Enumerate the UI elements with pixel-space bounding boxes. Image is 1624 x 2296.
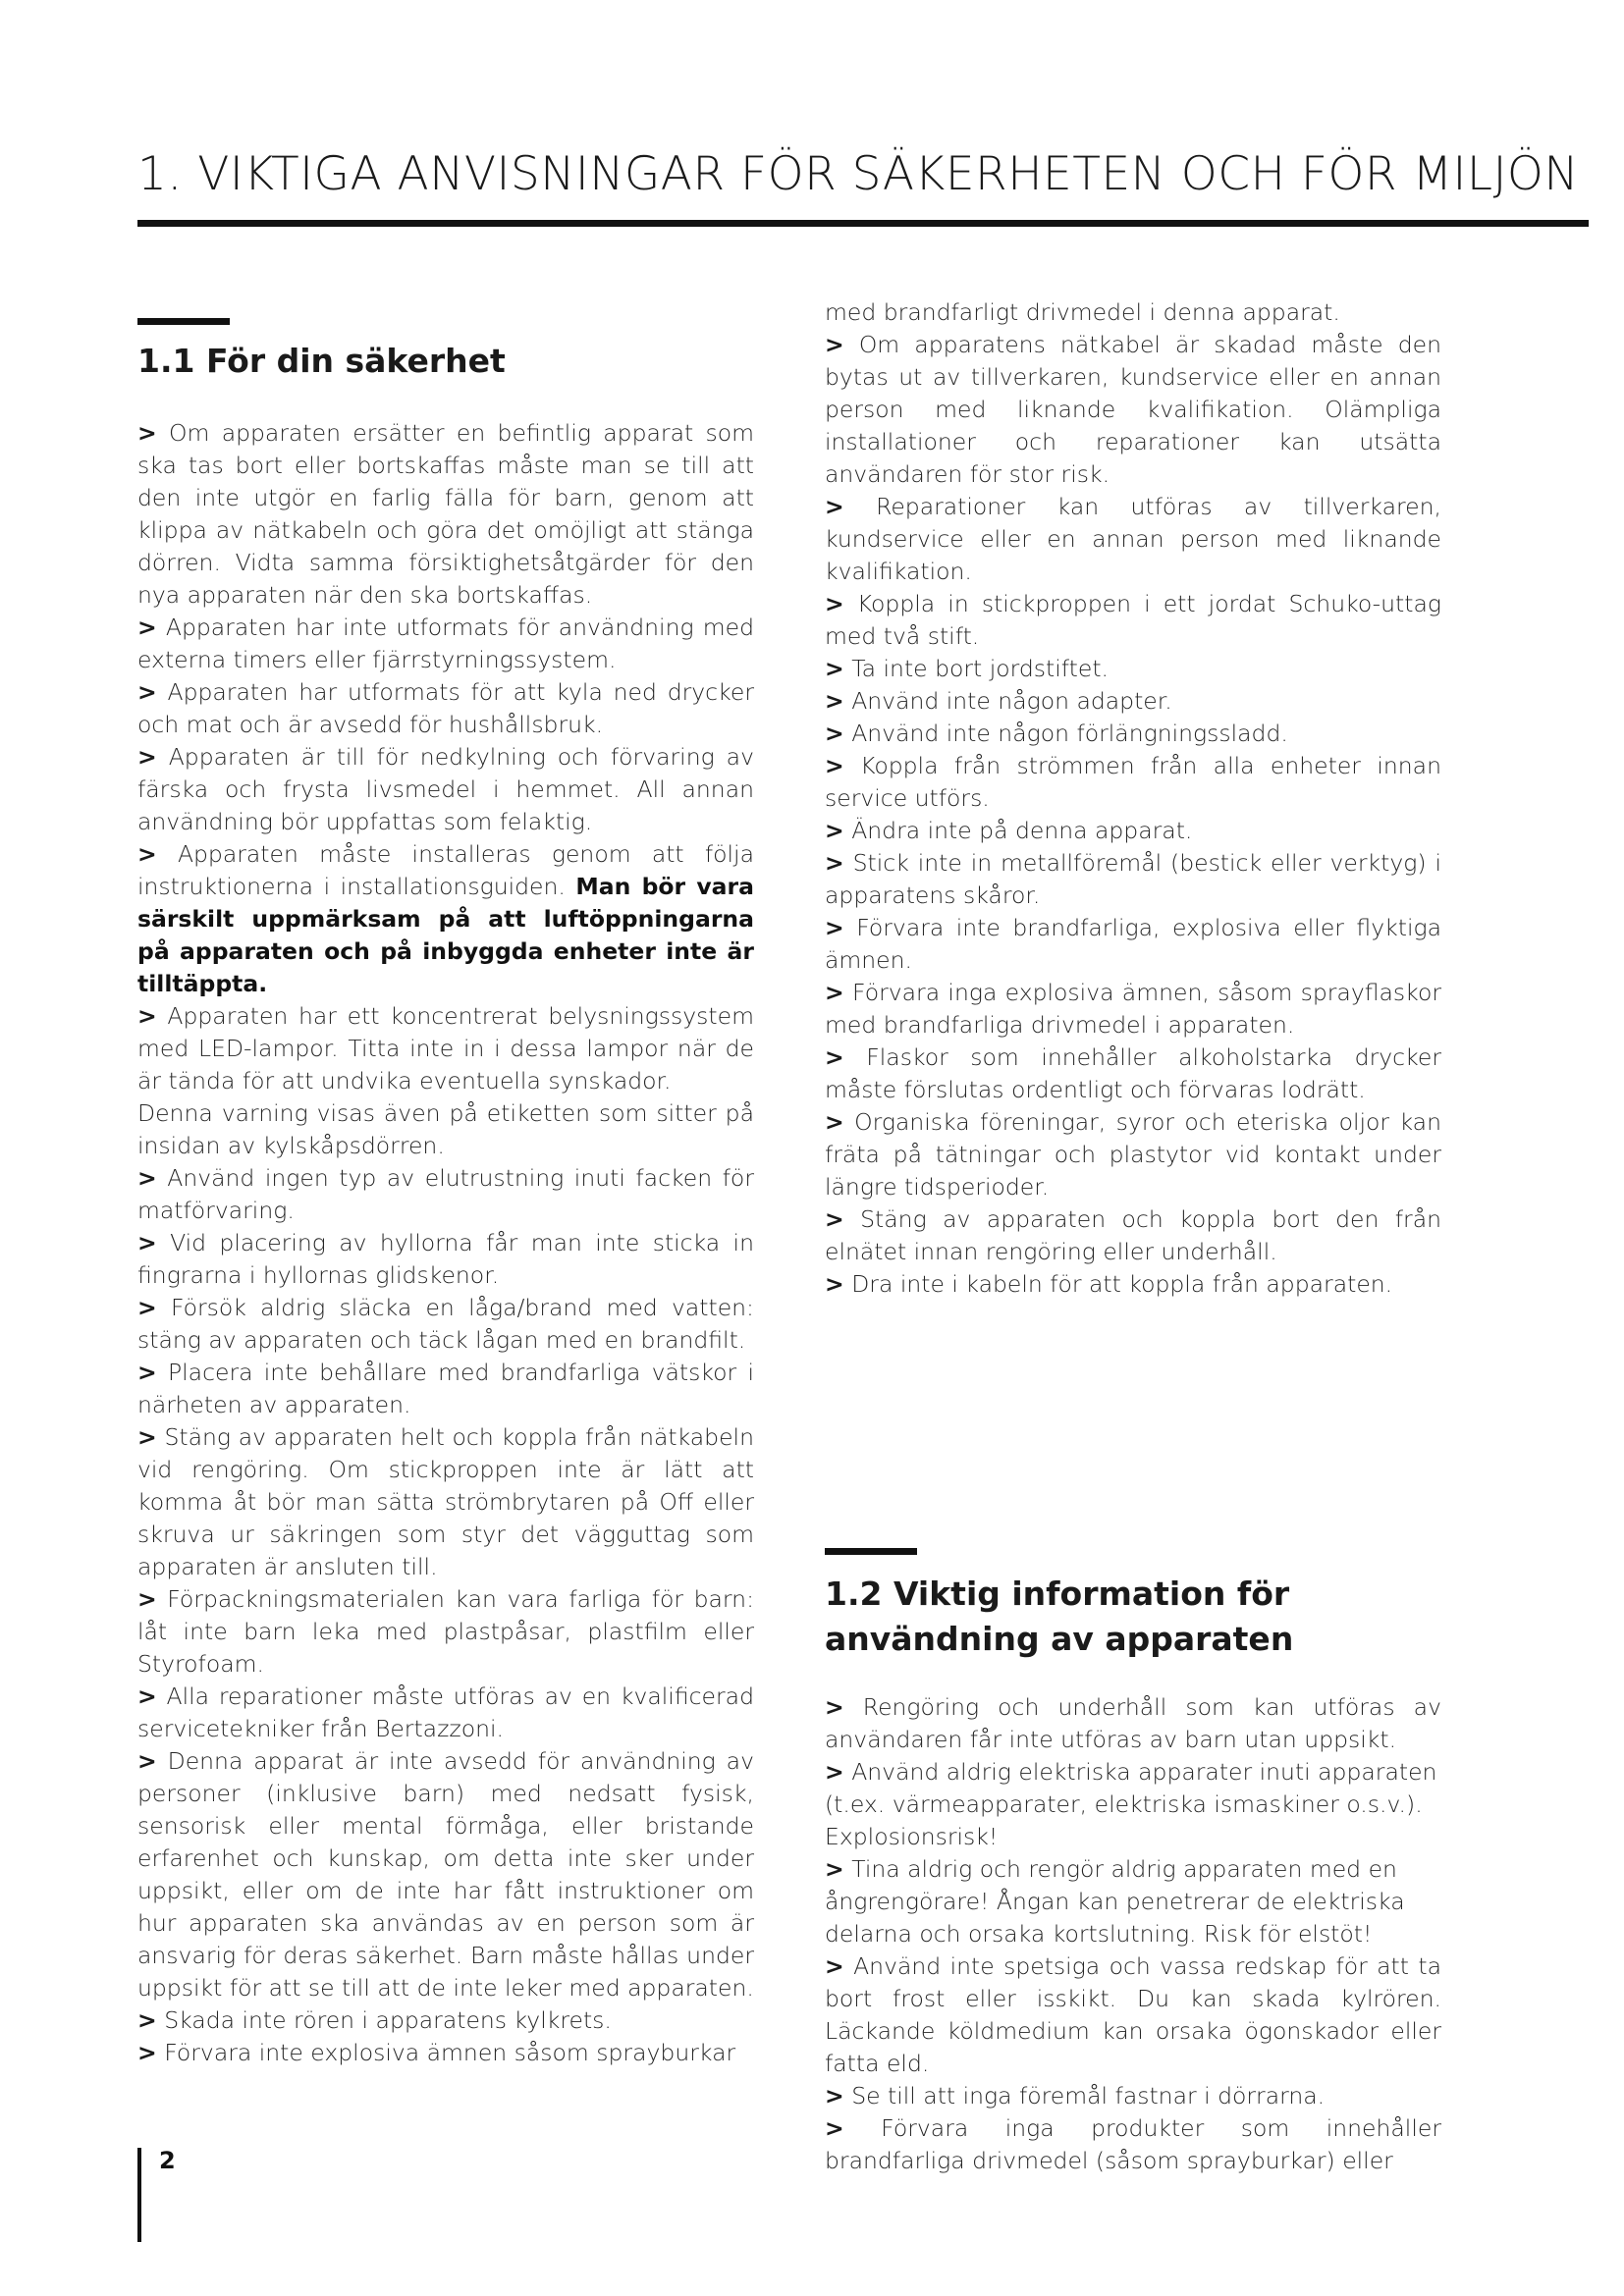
bullet-marker: > <box>825 331 844 358</box>
item-text: Stick inte in metallföremål (bestick eller verktyg) i apparatens skåror. <box>825 849 1441 909</box>
item-text: Denna varning visas även på etiketten som sitter på insidan av kylskåpsdörren. <box>137 1099 754 1159</box>
safety-list-left <box>137 417 754 2069</box>
bullet-marker: > <box>825 979 844 1006</box>
list-item <box>137 1583 754 1681</box>
item-text: Denna apparat är inte avsedd för användning av personer (inklusive barn) med nedsatt fysisk, sensorisk eller mental förmåga, eller bristande erfarenhet och kunskap, om detta inte sker under uppsikt, eller om de inte har fått instruktioner om hur apparaten ska användas av en person som är ansvarig för deras säkerhet. Barn måste hållas under uppsikt för att se till att de inte leker med apparaten. <box>137 1747 754 2002</box>
section-1-2 <box>825 1548 1441 2177</box>
list-item <box>825 1691 1441 1756</box>
bullet-marker: > <box>825 817 844 844</box>
list-item <box>137 2037 754 2069</box>
list-item <box>825 1950 1441 2080</box>
usage-list <box>825 1691 1441 2177</box>
item-text: Använd ingen typ av elutrustning inuti facken för matförvaring. <box>137 1164 754 1224</box>
section-marker <box>137 318 230 325</box>
item-text: Förvara inga produkter som innehåller brandfarliga drivmedel (såsom sprayburkar) eller <box>825 2114 1441 2174</box>
emphasis-text: Man bör vara särskilt uppmärksam på att luftöppningarna på apparaten och på inbyggda enheter inte är tilltäppta. <box>137 873 754 997</box>
item-text: Tina aldrig och rengör aldrig apparaten med en ångrengörare! Ångan kan penetrerar de elektriska delarna och orsaka kortslutning. Risk för elstöt! <box>825 1855 1405 1948</box>
item-text: Stäng av apparaten och koppla bort den från elnätet innan rengöring eller underhåll. <box>825 1205 1441 1265</box>
bullet-marker: > <box>137 1002 157 1030</box>
list-item <box>825 329 1441 491</box>
bullet-marker: > <box>137 1294 157 1321</box>
item-text: Koppla från strömmen från alla enheter innan service utförs. <box>825 752 1441 812</box>
item-text: Använd inte spetsiga och vassa redskap för att ta bort frost eller isskikt. Du kan skada kylrören. Läckande köldmedium kan orsaka ögonskador eller fatta eld. <box>825 1952 1441 2077</box>
list-item <box>825 491 1441 588</box>
bullet-marker: > <box>825 1693 844 1721</box>
left-column <box>137 318 754 2069</box>
list-item <box>825 685 1441 718</box>
bullet-marker: > <box>137 419 157 447</box>
bullet-marker: > <box>825 590 844 617</box>
bullet-marker: > <box>825 687 844 715</box>
bullet-marker: > <box>825 1270 844 1298</box>
list-item <box>825 588 1441 653</box>
list-item <box>825 718 1441 750</box>
item-text: Ta inte bort jordstiftet. <box>851 655 1110 682</box>
bullet-marker: > <box>137 1359 157 1386</box>
list-item <box>825 912 1441 977</box>
section-marker <box>825 1548 917 1555</box>
bullet-marker: > <box>137 1164 157 1192</box>
list-item <box>137 1745 754 2004</box>
item-text: Apparaten har utformats för att kyla ned drycker och mat och är avsedd för hushållsbruk. <box>137 678 754 738</box>
right-column <box>825 296 1441 1301</box>
item-text: Försök aldrig släcka en låga/brand med vatten: stäng av apparaten och täck lågan med en brandfilt. <box>137 1294 754 1354</box>
list-item <box>825 1268 1441 1301</box>
item-text: Om apparaten ersätter en befintlig apparat som ska tas bort eller bortskaffas måste man se till att den inte utgör en farlig fälla för barn, genom att klippa av nätkabeln och göra det omöjligt att stänga dörren. Vidta samma försiktighetsåtgärder för den nya apparaten när den ska bortskaffas. <box>137 419 754 609</box>
bullet-marker: > <box>825 720 844 747</box>
item-text: Förvara inte brandfarliga, explosiva eller flyktiga ämnen. <box>825 914 1441 974</box>
item-text: Rengöring och underhåll som kan utföras av användaren får inte utföras av barn utan uppsikt. <box>825 1693 1441 1753</box>
item-text: Om apparatens nätkabel är skadad måste den bytas ut av tillverkaren, kundservice eller en annan person med liknande kvalifikation. Olämpliga installationer och reparationer kan utsätta användaren för stor risk. <box>825 331 1441 488</box>
list-item <box>825 2112 1441 2177</box>
bullet-marker: > <box>137 743 157 771</box>
bullet-marker: > <box>137 1747 157 1775</box>
list-item <box>825 2080 1441 2112</box>
item-text: Använd inte någon adapter. <box>851 687 1172 715</box>
bullet-marker: > <box>825 1205 844 1233</box>
bullet-marker: > <box>825 1952 844 1980</box>
bullet-marker: > <box>825 1043 844 1071</box>
list-item <box>825 977 1441 1041</box>
item-text: Organiska föreningar, syror och eteriska oljor kan fräta på tätningar och plastytor vid kontakt under längre tidsperioder. <box>825 1108 1441 1201</box>
list-item <box>825 1041 1441 1106</box>
bullet-marker: > <box>825 1758 844 1786</box>
title-divider <box>137 220 1589 227</box>
list-item <box>825 1203 1441 1268</box>
item-text: Flaskor som innehåller alkoholstarka drycker måste förslutas ordentligt och förvaras lodrätt. <box>825 1043 1441 1103</box>
bullet-marker: > <box>825 493 844 520</box>
bullet-marker: > <box>825 849 844 877</box>
item-text: Skada inte rören i apparatens kylkrets. <box>164 2006 612 2034</box>
item-text: Se till att inga föremål fastnar i dörrarna. <box>851 2082 1326 2109</box>
list-item <box>137 1681 754 1745</box>
list-item <box>137 417 754 612</box>
page-title: 1. VIKTIGA ANVISNINGAR FÖR SÄKERHETEN OCH FÖR MILJÖN <box>137 147 1580 201</box>
section-heading-1-1: 1.1 För din säkerhet <box>137 342 506 380</box>
item-text: Placera inte behållare med brandfarliga vätskor i närheten av apparaten. <box>137 1359 754 1418</box>
item-text: Ändra inte på denna apparat. <box>851 817 1193 844</box>
item-text: Apparaten har ett koncentrerat belysningssystem med LED-lampor. Titta inte in i dessa lampor när de är tända för att undvika eventuella synskador. <box>137 1002 754 1095</box>
item-text: Apparaten har inte utformats för användning med externa timers eller fjärrstyrningssystem. <box>137 614 754 673</box>
bullet-marker: > <box>137 2006 157 2034</box>
list-item <box>137 2004 754 2037</box>
bullet-marker: > <box>137 840 157 868</box>
bullet-marker: > <box>137 614 157 641</box>
footer-bar <box>137 2148 141 2242</box>
item-text: Koppla in stickproppen i ett jordat Schuko-uttag med två stift. <box>825 590 1441 650</box>
item-text: Dra inte i kabeln för att koppla från apparaten. <box>851 1270 1393 1298</box>
list-item <box>137 1421 754 1583</box>
continuation-text: med brandfarligt drivmedel i denna apparat. <box>825 298 1340 326</box>
list-item <box>137 1227 754 1292</box>
list-item <box>137 838 754 1000</box>
list-item <box>825 1106 1441 1203</box>
item-text: Använd aldrig elektriska apparater inuti apparaten (t.ex. värmeapparater, elektriska ismaskiner o.s.v.). Explosionsrisk! <box>825 1758 1437 1850</box>
list-item <box>137 1000 754 1097</box>
list-item <box>137 1292 754 1357</box>
section-heading-1-2: 1.2 Viktig information för användning av apparaten <box>825 1575 1294 1658</box>
bullet-marker: > <box>825 2082 844 2109</box>
item-text: Förvara inga explosiva ämnen, såsom sprayflaskor med brandfarliga drivmedel i apparaten. <box>825 979 1441 1039</box>
bullet-marker: > <box>137 678 157 706</box>
list-item <box>825 1756 1441 1853</box>
list-item <box>825 1853 1441 1950</box>
list-item <box>137 1357 754 1421</box>
bullet-marker: > <box>137 1423 157 1451</box>
item-text: Använd inte någon förlängningssladd. <box>851 720 1288 747</box>
bullet-marker: > <box>825 914 844 941</box>
item-text: Apparaten är till för nedkylning och förvaring av färska och frysta livsmedel i hemmet. All annan användning bör uppfattas som felaktig. <box>137 743 754 835</box>
bullet-marker: > <box>825 655 844 682</box>
list-item <box>137 1097 754 1162</box>
bullet-marker: > <box>825 1108 844 1136</box>
item-text: Vid placering av hyllorna får man inte sticka in fingrarna i hyllornas glidskenor. <box>137 1229 754 1289</box>
page-number: 2 <box>159 2147 176 2174</box>
item-text: Reparationer kan utföras av tillverkaren, kundservice eller en annan person med liknande kvalifikation. <box>825 493 1441 585</box>
safety-list-right <box>825 329 1441 1301</box>
list-item <box>825 750 1441 815</box>
bullet-marker: > <box>825 1855 844 1883</box>
item-text: Förvara inte explosiva ämnen såsom sprayburkar <box>164 2039 736 2066</box>
bullet-marker: > <box>137 1229 157 1256</box>
bullet-marker: > <box>137 2039 157 2066</box>
list-item <box>825 847 1441 912</box>
item-text: Stäng av apparaten helt och koppla från nätkabeln vid rengöring. Om stickproppen inte är lätt att komma åt bör man sätta strömbrytaren på Off eller skruva ur säkringen som styr det vägguttag som apparaten är ansluten till. <box>137 1423 754 1580</box>
item-text: Förpackningsmaterialen kan vara farliga för barn: låt inte barn leka med plastpåsar, plastfilm eller Styrofoam. <box>137 1585 754 1678</box>
item-text: Apparaten måste installeras genom att följa instruktionerna i installationsguiden. <box>137 840 754 900</box>
list-item <box>137 741 754 838</box>
list-item <box>825 815 1441 847</box>
item-text: Alla reparationer måste utföras av en kvalificerad servicetekniker från Bertazzoni. <box>137 1682 754 1742</box>
list-item <box>137 676 754 741</box>
bullet-marker: > <box>137 1585 157 1613</box>
list-item <box>137 1162 754 1227</box>
bullet-marker: > <box>137 1682 157 1710</box>
list-item <box>825 653 1441 685</box>
list-item <box>137 612 754 676</box>
bullet-marker: > <box>825 752 844 779</box>
bullet-marker: > <box>825 2114 844 2142</box>
